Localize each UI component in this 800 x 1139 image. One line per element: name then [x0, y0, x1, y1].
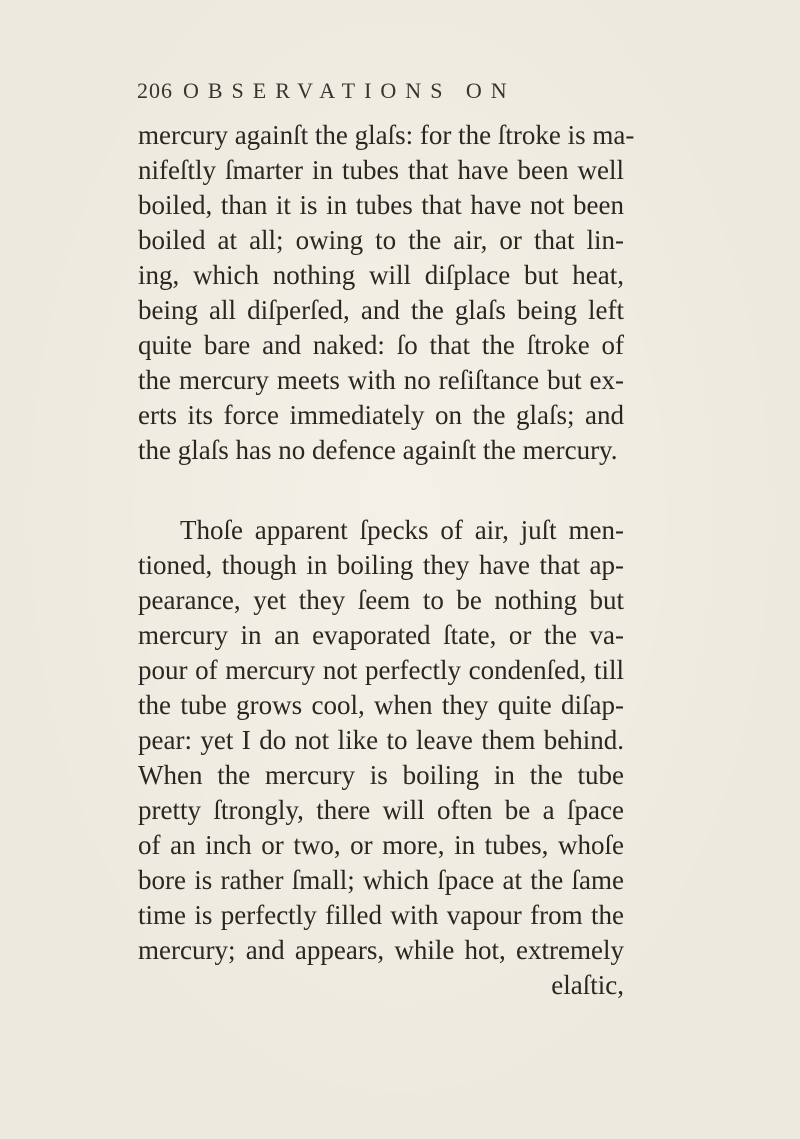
text-line: the mercury meets with no reſiſtance but ex- [138, 365, 624, 395]
text-line: being all diſperſed, and the glaſs being left [138, 295, 624, 325]
text-line: quite bare and naked: ſo that the ſtroke of [138, 330, 624, 360]
text-line: of an inch or two, or more, in tubes, whoſe [138, 830, 624, 860]
text-line: erts its force immediately on the glaſs; and [138, 400, 624, 430]
text-line: ing, which nothing will diſplace but heat, [138, 260, 624, 290]
paragraph-gap [138, 468, 624, 513]
text-line: Thoſe apparent ſpecks of air, juſt men- [180, 515, 624, 545]
running-head [137, 78, 637, 114]
text-line: the tube grows cool, when they quite diſap- [138, 690, 624, 720]
text-line: nifeſtly ſmarter in tubes that have been well [138, 155, 624, 185]
text-line: tioned, though in boiling they have that ap- [138, 550, 624, 580]
body-text [138, 118, 635, 1003]
text-line: mercury in an evaporated ſtate, or the va- [138, 620, 624, 650]
text-line: bore is rather ſmall; which ſpace at the ſame [138, 865, 624, 895]
text-line: time is perfectly filled with vapour from the [138, 900, 624, 930]
text-line: pearance, yet they ſeem to be nothing but [138, 585, 624, 615]
text-line: the glaſs has no defence againſt the mercury. [138, 435, 618, 465]
text-line: pear: yet I do not like to leave them behind. [138, 725, 624, 755]
text-line: When the mercury is boiling in the tube [138, 760, 624, 790]
page-number: 206 [137, 78, 173, 103]
text-line: boiled at all; owing to the air, or that lin- [138, 225, 624, 255]
running-title: OBSERVATIONS ON [183, 78, 516, 103]
catchword: elaſtic, [551, 970, 624, 1000]
text-line: pretty ſtrongly, there will often be a ſpace [138, 795, 624, 825]
text-line: mercury againſt the glaſs: for the ſtroke is ma- [138, 120, 635, 150]
text-line: mercury; and appears, while hot, extremely [138, 935, 624, 965]
text-line: boiled, than it is in tubes that have not been [138, 190, 624, 220]
text-line: pour of mercury not perfectly condenſed, till [138, 655, 624, 685]
